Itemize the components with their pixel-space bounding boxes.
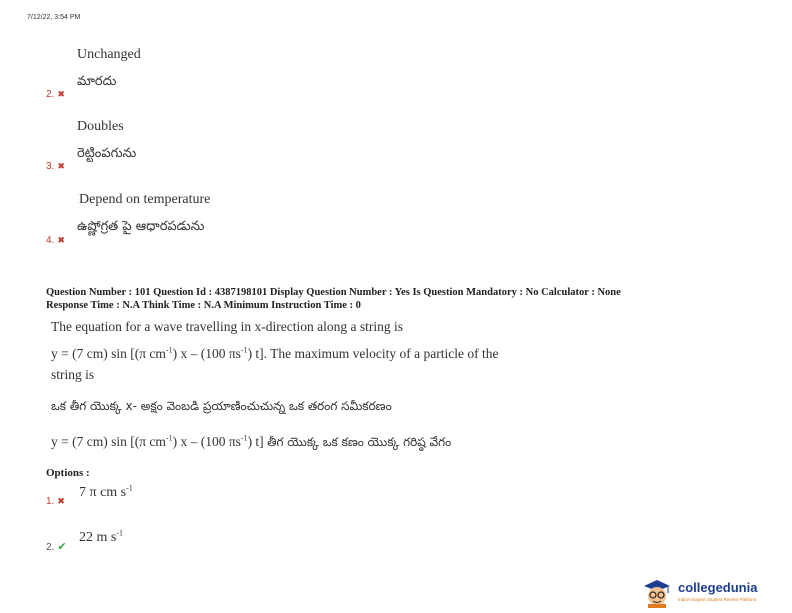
check-icon: ✔ (57, 540, 67, 553)
prev-option-telugu: ఉష్ణోగ్రత పై ఆధారపడును (77, 219, 205, 234)
prev-option-text: Depend on temperature (79, 192, 211, 207)
question-telugu-line-1: ఒక తీగ యొక్క x- అక్షం వెంబడి ప్రయాణించుచున్న ఒక తరంగ సమీకరణం (51, 399, 392, 413)
cross-icon: ✖ (57, 497, 65, 507)
prev-option-number-4: 4. ✖ (46, 235, 65, 246)
prev-option-text: Doubles (77, 119, 124, 134)
collegedunia-logo (640, 578, 790, 608)
option-value-2: 22 m $s^{-1}$ (79, 528, 124, 545)
cross-icon: ✖ (57, 90, 65, 100)
question-equation: y = (7 cm) sin [(π $cm^{-1}$) x – (100 $\pi s^{-1}$) t]. The maximum velocity of a particle of the (51, 345, 499, 361)
question-text-line-1: The equation for a wave travelling in x-direction along a string is (51, 319, 404, 334)
question-telugu-line-2: తీగ యొక్క ఒక కణం యొక్క గరిష్ఠ వేగం (267, 435, 452, 449)
question-telugu-equation: y = (7 cm) sin [(π $cm^{-1}$) x – (100 $\pi s^{-1}$) t] తీగ యొక్క ఒక కణం యొక్క గరిష్ఠ వేగం (51, 433, 452, 449)
brand-name: collegedunia (678, 580, 758, 595)
question-meta-line-2: Response Time : N.A Think Time : N.A Minimum Instruction Time : 0 (46, 300, 361, 311)
prev-option-number-3: 3. ✖ (46, 161, 65, 172)
prev-option-number-2: 2. ✖ (46, 89, 65, 100)
question-text-line-3: string is (51, 367, 95, 382)
prev-option-text: Unchanged (77, 47, 141, 62)
brand-tagline: India's largest Student Review Platform (678, 597, 757, 602)
print-timestamp: 7/12/22, 3:54 PM (27, 14, 81, 21)
options-label: Options : (46, 467, 90, 479)
prev-option-telugu: రెట్టింపగును (77, 146, 137, 161)
cross-icon: ✖ (57, 236, 65, 246)
cross-icon: ✖ (57, 162, 65, 172)
prev-option-telugu: మారదు (77, 74, 117, 89)
option-value-1: 7 π cm $s^{-1}$ (79, 483, 133, 500)
option-number-1: 1. ✖ (46, 496, 65, 507)
question-meta-line-1: Question Number : 101 Question Id : 4387198101 Display Question Number : Yes Is Question Mandatory : No Calculator : None (46, 287, 621, 298)
mascot-icon (640, 578, 674, 608)
option-number-2: 2. ✔ (46, 540, 67, 553)
